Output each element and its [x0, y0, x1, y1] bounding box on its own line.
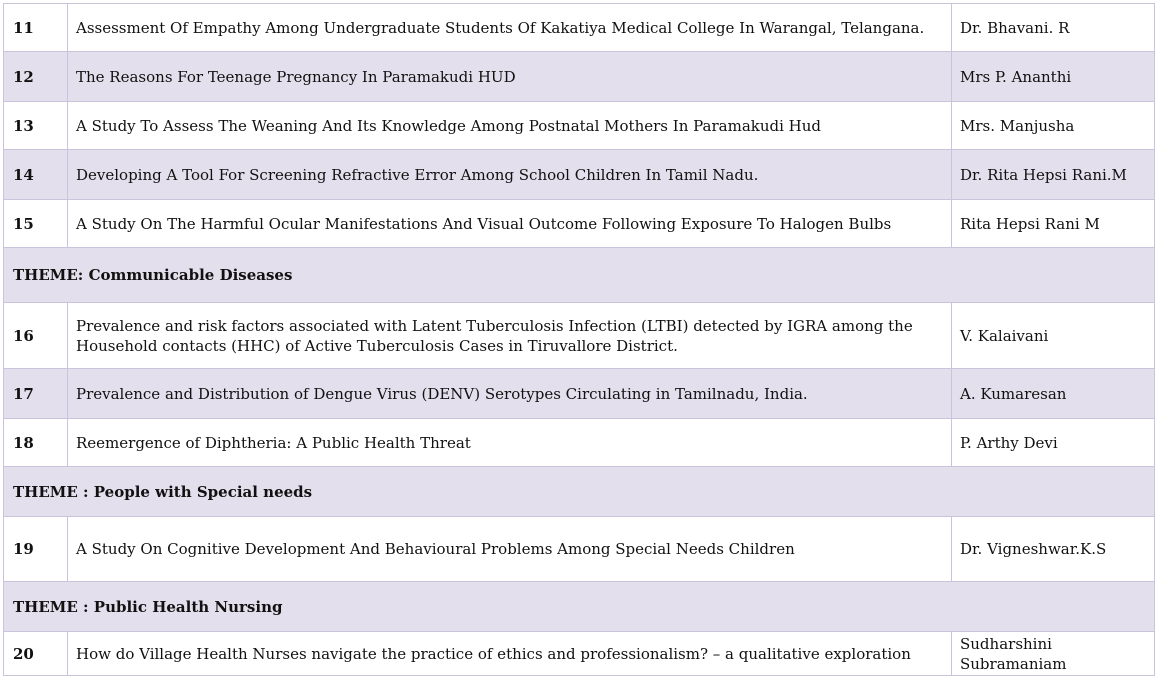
row-number: 18 — [4, 419, 68, 467]
table-row — [4, 303, 1155, 369]
table-row — [4, 102, 1155, 150]
row-author: Mrs. Manjusha — [952, 102, 1155, 150]
row-author: Dr. Vigneshwar.K.S — [952, 517, 1155, 582]
row-number: 13 — [4, 102, 68, 150]
theme-row — [4, 582, 1155, 632]
row-number: 15 — [4, 200, 68, 248]
theme-row — [4, 467, 1155, 517]
row-author: Rita Hepsi Rani M — [952, 200, 1155, 248]
row-number: 12 — [4, 52, 68, 102]
row-number: 14 — [4, 150, 68, 200]
table-row — [4, 632, 1155, 676]
theme-heading: THEME : People with Special needs — [4, 467, 1155, 517]
row-author: A. Kumaresan — [952, 369, 1155, 419]
table-row — [4, 52, 1155, 102]
row-title: Prevalence and risk factors associated with Latent Tuberculosis Infection (LTBI) detected by IGRA among the Household contacts (HHC) of Active Tuberculosis Cases in Tiruvallore District. — [68, 303, 952, 369]
row-number: 20 — [4, 632, 68, 676]
row-title: Developing A Tool For Screening Refractive Error Among School Children In Tamil Nadu. — [68, 150, 952, 200]
row-author: V. Kalaivani — [952, 303, 1155, 369]
row-number: 19 — [4, 517, 68, 582]
row-title: A Study On Cognitive Development And Behavioural Problems Among Special Needs Children — [68, 517, 952, 582]
table-row — [4, 517, 1155, 582]
row-number: 16 — [4, 303, 68, 369]
row-title: How do Village Health Nurses navigate the practice of ethics and professionalism? – a qualitative exploration — [68, 632, 952, 676]
row-number: 17 — [4, 369, 68, 419]
abstracts-table — [3, 3, 1155, 676]
table-row — [4, 419, 1155, 467]
theme-row — [4, 248, 1155, 303]
row-title: Reemergence of Diphtheria: A Public Health Threat — [68, 419, 952, 467]
table-row — [4, 150, 1155, 200]
row-title: A Study To Assess The Weaning And Its Knowledge Among Postnatal Mothers In Paramakudi Hud — [68, 102, 952, 150]
row-author: Dr. Bhavani. R — [952, 4, 1155, 52]
row-author: P. Arthy Devi — [952, 419, 1155, 467]
row-author: Dr. Rita Hepsi Rani.M — [952, 150, 1155, 200]
table-row — [4, 200, 1155, 248]
row-author: Sudharshini Subramaniam — [952, 632, 1155, 676]
row-title: The Reasons For Teenage Pregnancy In Paramakudi HUD — [68, 52, 952, 102]
theme-heading: THEME : Public Health Nursing — [4, 582, 1155, 632]
row-author: Mrs P. Ananthi — [952, 52, 1155, 102]
table-row — [4, 4, 1155, 52]
row-number: 11 — [4, 4, 68, 52]
row-title: Prevalence and Distribution of Dengue Virus (DENV) Serotypes Circulating in Tamilnadu, India. — [68, 369, 952, 419]
table-row — [4, 369, 1155, 419]
row-title: Assessment Of Empathy Among Undergraduate Students Of Kakatiya Medical College In Warangal, Telangana. — [68, 4, 952, 52]
row-title: A Study On The Harmful Ocular Manifestations And Visual Outcome Following Exposure To Halogen Bulbs — [68, 200, 952, 248]
theme-heading: THEME: Communicable Diseases — [4, 248, 1155, 303]
